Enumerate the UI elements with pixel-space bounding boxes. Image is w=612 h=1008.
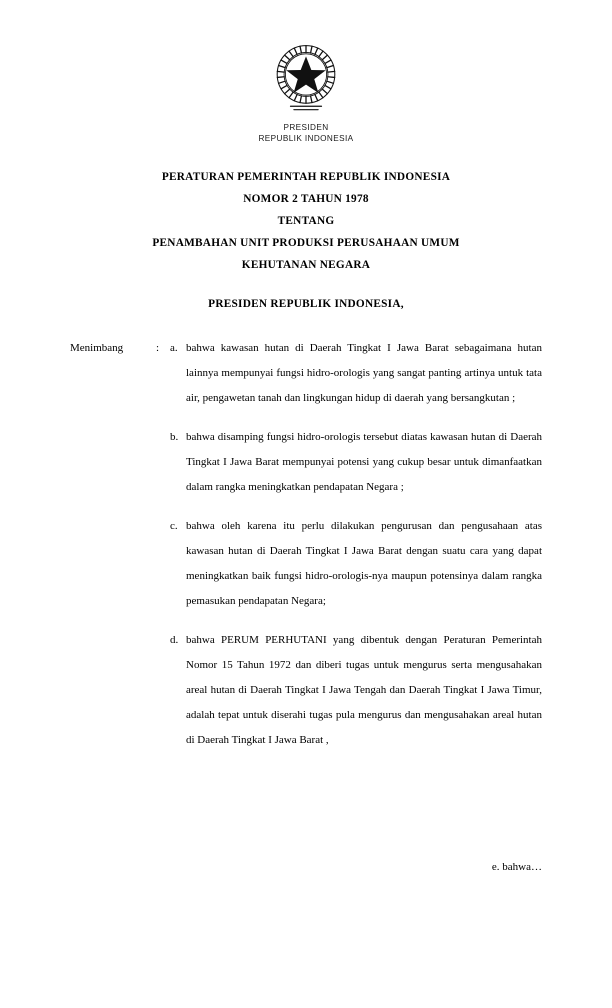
item-marker: b. <box>170 431 179 443</box>
considering-items <box>170 336 542 753</box>
emblem-block <box>70 34 542 144</box>
emblem-caption <box>70 123 542 144</box>
garuda-star-emblem-icon <box>263 34 349 120</box>
considering-label: Menimbang <box>70 342 124 354</box>
item-text: bahwa disamping fungsi hidro-orologis tersebut diatas kawasan hutan di Daerah Tingkat I Jawa Barat mempunyai potensi yang cukup besar untuk dimanfaatkan dalam rangka meningkatkan pendapatan Negara ; <box>186 431 542 493</box>
item-text: bahwa PERUM PERHUTANI yang dibentuk dengan Peraturan Pemerintah Nomor 15 Tahun 1972 dan diberi tugas untuk mengurus serta mengusahakan areal hutan di Daerah Tingkat I Jawa Tengah dan Daerah Tingkat I Jawa Timur, adalah tepat untuk diserahi tugas pula mengurus dan mengusahakan areal hutan di Daerah Tingkat I Jawa Barat , <box>186 634 542 746</box>
item-marker: d. <box>170 634 179 646</box>
considering-section <box>70 336 542 753</box>
title-line-2: NOMOR 2 TAHUN 1978 <box>243 193 369 205</box>
considering-item <box>170 336 542 411</box>
item-text: bahwa oleh karena itu perlu dilakukan pengurusan dan pengusahaan atas kawasan hutan di Daerah Tingkat I Jawa Barat dengan suatu cara yang dapat meningkatkan baik fungsi hidro-orologis-nya maupun potensinya dalam rangka pemasukan pendapatan Negara; <box>186 520 542 607</box>
item-marker: a. <box>170 342 178 354</box>
title-line-4: PENAMBAHAN UNIT PRODUKSI PERUSAHAAN UMUM <box>152 237 460 249</box>
item-marker: c. <box>170 520 178 532</box>
title-line-1: PERATURAN PEMERINTAH REPUBLIK INDONESIA <box>161 171 451 183</box>
considering-item <box>170 425 542 500</box>
authority-line: PRESIDEN REPUBLIK INDONESIA, <box>208 298 404 310</box>
emblem-caption-line2: REPUBLIK INDONESIA <box>258 133 354 143</box>
item-text: bahwa kawasan hutan di Daerah Tingkat I Jawa Barat sebagaimana hutan lainnya mempunyai fungsi hidro-orologis yang sangat panting artinya untuk tata air, pengawetan tanah dan lingkungan hidup di daerah yang bersangkutan ; <box>186 342 542 404</box>
emblem-caption-line1: PRESIDEN <box>283 123 329 132</box>
title-line-3: TENTANG <box>277 215 335 227</box>
title-line-5: KEHUTANAN NEGARA <box>241 259 371 271</box>
considering-colon: : <box>156 342 160 354</box>
document-title <box>70 166 542 276</box>
considering-item <box>170 628 542 753</box>
continuation-note: e. bahwa… <box>491 861 542 873</box>
considering-item <box>170 514 542 614</box>
